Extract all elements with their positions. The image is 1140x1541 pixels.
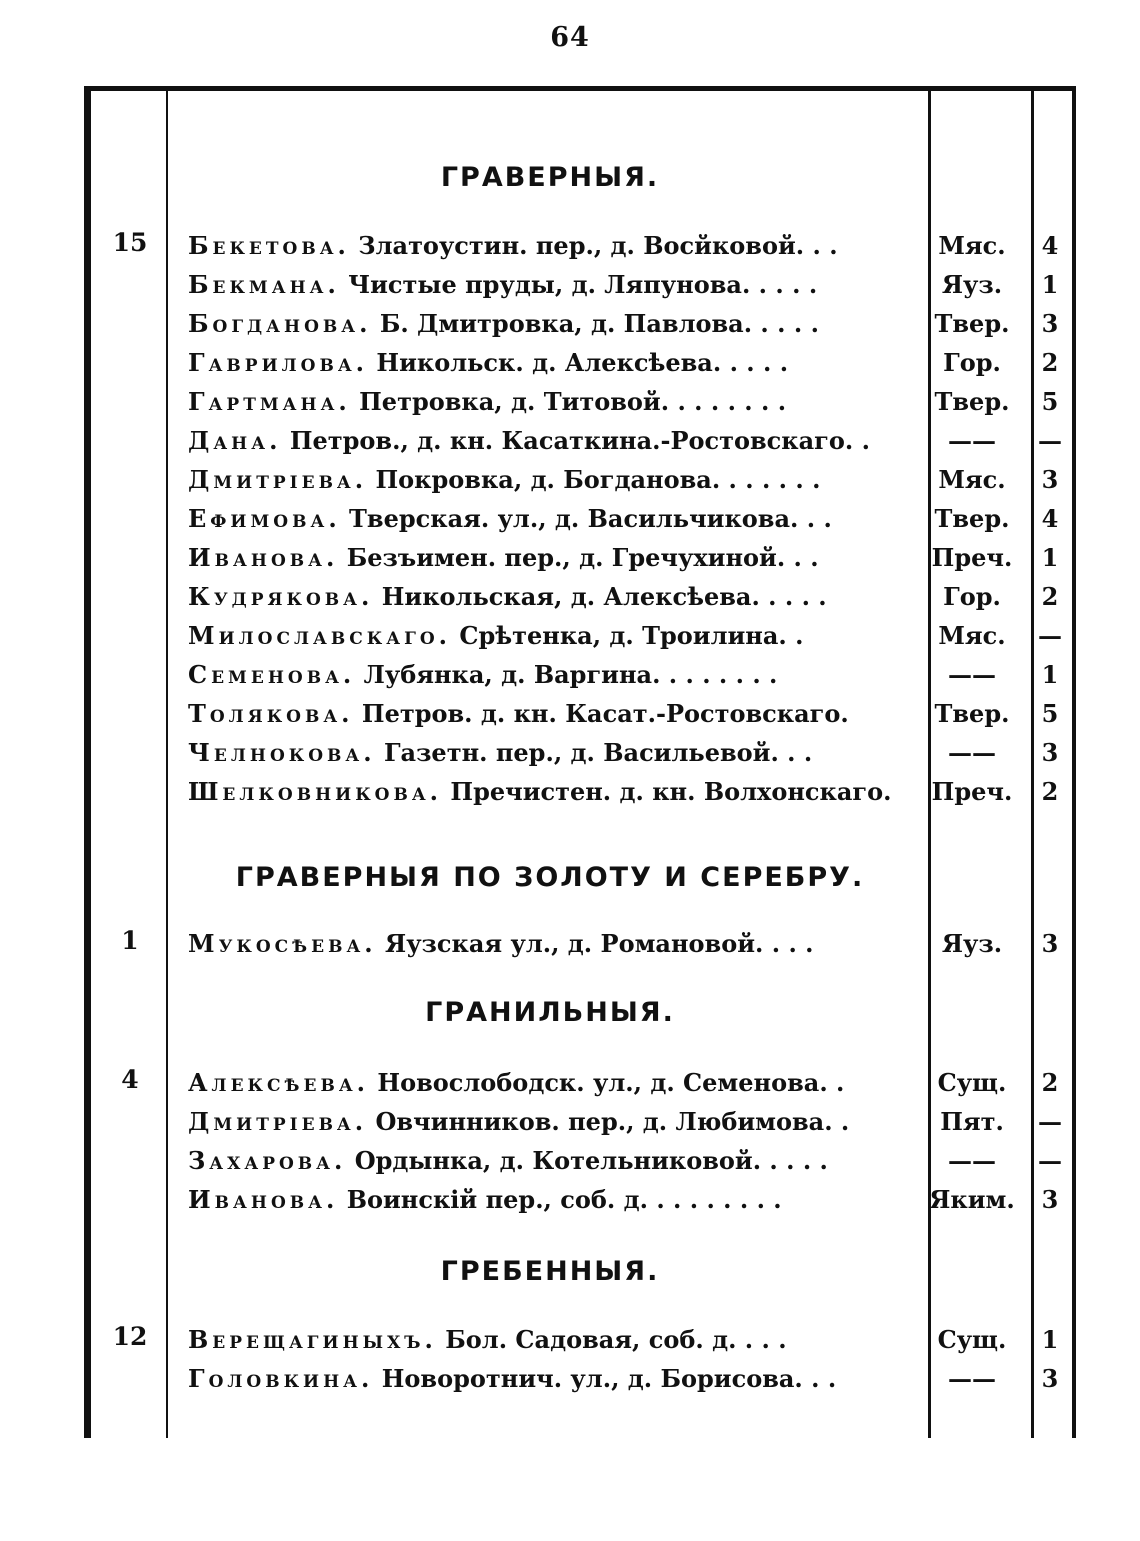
entry-address: Бол. Садовая, соб. д. . . .	[445, 1325, 787, 1354]
entry-address: Петровка, д. Титовой. . . . . . . .	[359, 387, 787, 416]
entry-district: Мяс.	[938, 231, 1006, 260]
entry-number: 1	[1041, 1325, 1059, 1354]
list-item	[0, 306, 1140, 342]
entry-district: Пят.	[940, 1107, 1004, 1136]
entry-address: Златоустин. пер., д. Восйковой. . .	[358, 231, 838, 260]
entry-name: Гаврилова.	[188, 348, 369, 377]
entry-district: Преч.	[931, 777, 1013, 806]
entry-number: 3	[1041, 738, 1059, 767]
entry-name: Кудрякова.	[188, 582, 374, 611]
section-heading: ГРАНИЛЬНЫЯ.	[425, 997, 675, 1028]
list-item	[0, 618, 1140, 654]
entry-number: 3	[1041, 309, 1059, 338]
entry-district: Сущ.	[937, 1325, 1007, 1354]
section-count: 4	[121, 1065, 139, 1094]
list-item	[0, 267, 1140, 303]
list-item	[0, 345, 1140, 381]
entry-district: Преч.	[931, 543, 1013, 572]
entry-name: Богданова.	[188, 309, 372, 338]
entry-district: Твер.	[934, 387, 1010, 416]
entry-number: 2	[1041, 582, 1059, 611]
list-item	[0, 774, 1140, 810]
section-heading: ГРАВЕРНЫЯ.	[440, 162, 660, 193]
entry-name: Бекетова.	[188, 231, 350, 260]
entry-name: Захарова.	[188, 1146, 347, 1175]
list-item	[0, 1322, 1140, 1358]
entry-district: Яуз.	[941, 929, 1003, 958]
section-heading: ГРЕБЕННЫЯ.	[440, 1256, 660, 1287]
entry-address: Никольск. д. Алексѣева. . . . .	[376, 348, 789, 377]
list-item	[0, 462, 1140, 498]
entry-address: Петров. д. кн. Касат.-Ростовскаго.	[361, 699, 849, 728]
page-number: 64	[550, 22, 590, 53]
entry-address: Тверская. ул., д. Васильчикова. . .	[349, 504, 832, 533]
section-count: 1	[121, 926, 139, 955]
entry-number: 5	[1041, 699, 1059, 728]
entry-address: Пречистен. д. кн. Волхонскаго.	[450, 777, 892, 806]
entry-district: ——	[948, 426, 996, 455]
entry-name: Гартмана.	[188, 387, 351, 416]
entry-address: Воинскiй пер., соб. д. . . . . . . . .	[346, 1185, 782, 1214]
entry-district: Мяс.	[938, 465, 1006, 494]
entry-number: —	[1038, 1146, 1062, 1175]
list-item	[0, 501, 1140, 537]
section-heading: ГРАВЕРНЫЯ ПО ЗОЛОТУ И СЕРЕБРУ.	[235, 862, 865, 893]
entry-name: Дмитрiева.	[188, 1107, 368, 1136]
entry-name: Дмитрiева.	[188, 465, 368, 494]
entry-district: ——	[948, 1364, 996, 1393]
list-item	[0, 696, 1140, 732]
entry-name: Ефимова.	[188, 504, 341, 533]
entry-number: 3	[1041, 1364, 1059, 1393]
entry-name: Семенова.	[188, 660, 356, 689]
entry-address: Чистые пруды, д. Ляпунова. . . . .	[348, 270, 818, 299]
entry-number: 1	[1041, 270, 1059, 299]
entry-address: Безъимен. пер., д. Гречухиной. . .	[346, 543, 819, 572]
entry-number: 5	[1041, 387, 1059, 416]
list-item	[0, 1182, 1140, 1218]
list-item	[0, 1065, 1140, 1101]
section-count: 15	[112, 228, 148, 257]
entry-district: Твер.	[934, 504, 1010, 533]
entry-name: Иванова.	[188, 543, 339, 572]
entry-number: —	[1038, 426, 1062, 455]
entry-district: Мяс.	[938, 621, 1006, 650]
entry-district: Яким.	[929, 1185, 1015, 1214]
list-item	[0, 384, 1140, 420]
entry-district: ——	[948, 738, 996, 767]
entry-district: ——	[948, 1146, 996, 1175]
entry-address: Новоротнич. ул., д. Борисова. . .	[381, 1364, 837, 1393]
list-item	[0, 1143, 1140, 1179]
list-item	[0, 228, 1140, 264]
list-item	[0, 735, 1140, 771]
entry-number: 3	[1041, 929, 1059, 958]
list-item	[0, 540, 1140, 576]
entry-address: Овчинников. пер., д. Любимова. .	[375, 1107, 850, 1136]
section-count: 12	[112, 1322, 148, 1351]
entry-number: 3	[1041, 465, 1059, 494]
entry-district: Гор.	[943, 348, 1001, 377]
entry-name: Алексѣева.	[188, 1068, 370, 1097]
list-item	[0, 1361, 1140, 1397]
entry-district: Сущ.	[937, 1068, 1007, 1097]
entry-number: 4	[1041, 504, 1059, 533]
list-item	[0, 1104, 1140, 1140]
entry-number: —	[1038, 621, 1062, 650]
entry-number: 4	[1041, 231, 1059, 260]
list-item	[0, 423, 1140, 459]
entry-number: 2	[1041, 348, 1059, 377]
entry-address: Ордынка, д. Котельниковой. . . . .	[354, 1146, 828, 1175]
entry-address: Петров., д. кн. Касаткина.-Ростовскаго. .	[289, 426, 870, 455]
entry-number: 3	[1041, 1185, 1059, 1214]
entry-district: Твер.	[934, 699, 1010, 728]
entry-district: Гор.	[943, 582, 1001, 611]
entry-address: Срѣтенка, д. Троилина. .	[459, 621, 804, 650]
entry-district: ——	[948, 660, 996, 689]
list-item	[0, 657, 1140, 693]
entry-name: Бекмана.	[188, 270, 340, 299]
entry-name: Головкина.	[188, 1364, 374, 1393]
list-item	[0, 926, 1140, 962]
entry-address: Покровка, д. Богданова. . . . . . .	[375, 465, 821, 494]
entry-district: Твер.	[934, 309, 1010, 338]
entry-address: Газетн. пер., д. Васильевой. . .	[383, 738, 813, 767]
entry-name: Иванова.	[188, 1185, 339, 1214]
entry-address: Лубянка, д. Варгина. . . . . . . .	[363, 660, 778, 689]
entry-name: Толякова.	[188, 699, 354, 728]
entry-name: Челнокова.	[188, 738, 376, 767]
entry-number: 2	[1041, 777, 1059, 806]
entry-number: 1	[1041, 660, 1059, 689]
entry-number: —	[1038, 1107, 1062, 1136]
entry-number: 1	[1041, 543, 1059, 572]
entry-name: Мукосѣева.	[188, 929, 377, 958]
entry-name: Дана.	[188, 426, 282, 455]
entry-name: Шелковникова.	[188, 777, 443, 806]
entry-address: Б. Дмитровка, д. Павлова. . . . .	[379, 309, 819, 338]
entry-address: Новослободск. ул., д. Семенова. .	[377, 1068, 845, 1097]
entry-address: Яузская ул., д. Романовой. . . .	[385, 929, 814, 958]
list-item	[0, 579, 1140, 615]
entry-address: Никольская, д. Алексѣева. . . . .	[381, 582, 827, 611]
entry-number: 2	[1041, 1068, 1059, 1097]
entry-name: Милославскаго.	[188, 621, 451, 650]
entry-name: Верещагиныхъ.	[188, 1325, 437, 1354]
entry-district: Яуз.	[941, 270, 1003, 299]
